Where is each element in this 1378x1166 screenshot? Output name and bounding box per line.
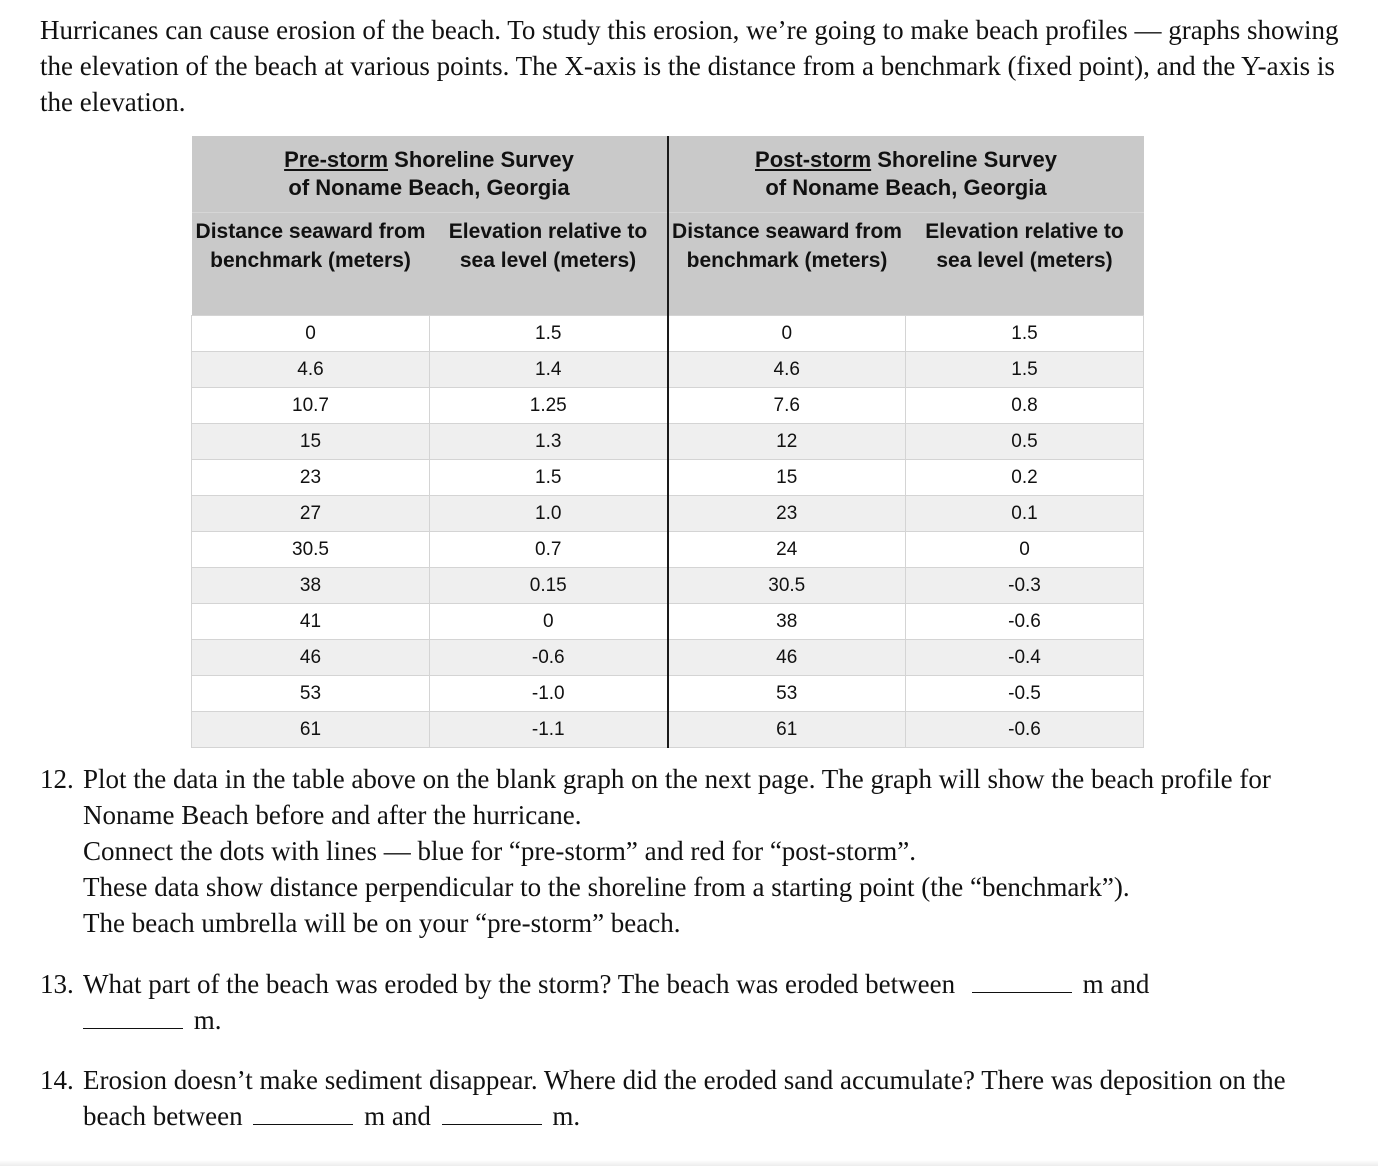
- pre-elevation-cell: 1.5: [430, 460, 668, 496]
- table-row: [192, 532, 1144, 568]
- pre-distance-cell: 15: [192, 424, 430, 460]
- pre-distance-header: Distance seaward from benchmark (meters): [192, 213, 430, 316]
- post-elevation-cell: 0: [906, 532, 1144, 568]
- pre-distance-cell: 23: [192, 460, 430, 496]
- pre-distance-cell: 46: [192, 640, 430, 676]
- post-elevation-cell: -0.4: [906, 640, 1144, 676]
- pre-elevation-header: Elevation relative to sea level (meters): [430, 213, 668, 316]
- post-storm-title-line2: of Noname Beach, Georgia: [765, 175, 1047, 200]
- table-row: [192, 712, 1144, 748]
- question-14-text: Erosion doesn’t make sediment disappear. Where did the eroded sand accumulate? There was deposition on the beach between: [83, 1065, 1286, 1131]
- post-elevation-cell: 1.5: [906, 352, 1144, 388]
- table-row: [192, 568, 1144, 604]
- post-elevation-cell: 0.2: [906, 460, 1144, 496]
- post-distance-cell: 15: [668, 460, 906, 496]
- table-row: [192, 352, 1144, 388]
- question-13-blank-1[interactable]: [972, 968, 1072, 993]
- question-14-blank-2[interactable]: [442, 1100, 542, 1125]
- post-storm-title-label: Post-storm: [755, 147, 872, 172]
- post-elevation-cell: 0.8: [906, 388, 1144, 424]
- question-13-blank-2[interactable]: [83, 1004, 183, 1029]
- question-12-number: 12.: [40, 764, 74, 794]
- post-elevation-cell: 0.5: [906, 424, 1144, 460]
- pre-distance-cell: 41: [192, 604, 430, 640]
- pre-distance-cell: 10.7: [192, 388, 430, 424]
- table-row: [192, 604, 1144, 640]
- pre-elevation-cell: 0: [430, 604, 668, 640]
- pre-elevation-cell: -0.6: [430, 640, 668, 676]
- pre-elevation-cell: 1.3: [430, 424, 668, 460]
- post-elevation-cell: -0.5: [906, 676, 1144, 712]
- pre-storm-title: [192, 136, 668, 213]
- shoreline-survey-table: [191, 136, 1144, 748]
- question-14-end: m.: [552, 1101, 581, 1131]
- pre-elevation-cell: -1.1: [430, 712, 668, 748]
- question-13: [40, 966, 1340, 1038]
- post-distance-cell: 53: [668, 676, 906, 712]
- question-12: [40, 761, 1340, 941]
- pre-elevation-cell: -1.0: [430, 676, 668, 712]
- question-12-line-4: The beach umbrella will be on your “pre-storm” beach.: [83, 908, 681, 938]
- post-elevation-cell: -0.6: [906, 604, 1144, 640]
- post-elevation-cell: -0.6: [906, 712, 1144, 748]
- post-elevation-cell: 0.1: [906, 496, 1144, 532]
- pre-elevation-cell: 1.25: [430, 388, 668, 424]
- table-row: [192, 424, 1144, 460]
- question-12-line-1: Plot the data in the table above on the blank graph on the next page. The graph will show the beach profile for Noname Beach before and after the hurricane.: [83, 764, 1271, 830]
- post-elevation-header: Elevation relative to sea level (meters): [906, 213, 1144, 316]
- pre-elevation-cell: 0.7: [430, 532, 668, 568]
- question-13-text: What part of the beach was eroded by the storm? The beach was eroded between: [83, 969, 956, 999]
- question-13-mid: m and: [1082, 969, 1150, 999]
- survey-table-body: [192, 316, 1144, 748]
- post-distance-cell: 38: [668, 604, 906, 640]
- post-distance-cell: 61: [668, 712, 906, 748]
- table-row: [192, 496, 1144, 532]
- post-distance-cell: 4.6: [668, 352, 906, 388]
- table-row: [192, 388, 1144, 424]
- pre-storm-title-rest: Shoreline Survey: [388, 147, 574, 172]
- question-13-number: 13.: [40, 969, 74, 999]
- question-12-line-2: Connect the dots with lines — blue for “pre-storm” and red for “post-storm”.: [83, 836, 917, 866]
- pre-distance-cell: 0: [192, 316, 430, 352]
- question-12-line-3: These data show distance perpendicular to the shoreline from a starting point (the “benchmark”).: [83, 872, 1130, 902]
- table-row: [192, 316, 1144, 352]
- post-distance-header: Distance seaward from benchmark (meters): [668, 213, 906, 316]
- pre-elevation-cell: 1.0: [430, 496, 668, 532]
- table-row: [192, 460, 1144, 496]
- post-distance-cell: 7.6: [668, 388, 906, 424]
- post-distance-cell: 0: [668, 316, 906, 352]
- post-elevation-cell: 1.5: [906, 316, 1144, 352]
- question-13-end: m.: [193, 1005, 222, 1035]
- table-row: [192, 640, 1144, 676]
- post-storm-title: [668, 136, 1144, 213]
- pre-distance-cell: 30.5: [192, 532, 430, 568]
- post-elevation-cell: -0.3: [906, 568, 1144, 604]
- page-bottom-edge: [0, 1160, 1378, 1166]
- pre-elevation-cell: 1.4: [430, 352, 668, 388]
- question-14: [40, 1062, 1340, 1134]
- table-row: [192, 676, 1144, 712]
- pre-distance-cell: 61: [192, 712, 430, 748]
- pre-distance-cell: 27: [192, 496, 430, 532]
- post-storm-title-rest: Shoreline Survey: [871, 147, 1057, 172]
- pre-elevation-cell: 0.15: [430, 568, 668, 604]
- pre-distance-cell: 38: [192, 568, 430, 604]
- post-distance-cell: 24: [668, 532, 906, 568]
- pre-storm-title-label: Pre-storm: [284, 147, 389, 172]
- pre-elevation-cell: 1.5: [430, 316, 668, 352]
- post-distance-cell: 46: [668, 640, 906, 676]
- post-distance-cell: 23: [668, 496, 906, 532]
- intro-paragraph: Hurricanes can cause erosion of the beach. To study this erosion, we’re going to make beach profiles — graphs showing the elevation of the beach at various points. The X-axis is the distance from a benchmark (fixed point), and the Y-axis is the elevation.: [40, 15, 1339, 117]
- question-14-number: 14.: [40, 1065, 74, 1095]
- pre-distance-cell: 4.6: [192, 352, 430, 388]
- post-distance-cell: 30.5: [668, 568, 906, 604]
- post-distance-cell: 12: [668, 424, 906, 460]
- pre-storm-title-line2: of Noname Beach, Georgia: [288, 175, 570, 200]
- question-14-blank-1[interactable]: [253, 1100, 353, 1125]
- question-14-mid: m and: [364, 1101, 431, 1131]
- pre-distance-cell: 53: [192, 676, 430, 712]
